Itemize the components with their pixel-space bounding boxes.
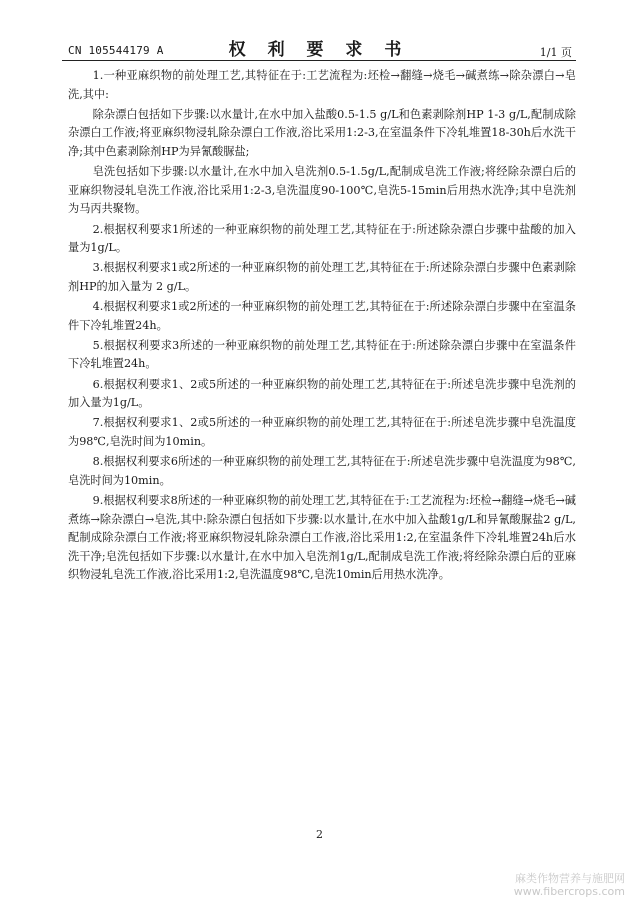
header-divider bbox=[62, 60, 576, 61]
page-number: 2 bbox=[316, 828, 323, 841]
claim-paragraph: 9.根据权利要求8所述的一种亚麻织物的前处理工艺,其特征在于:工艺流程为:坯检→翻缝→烧毛→碱煮练→除杂漂白→皂洗,其中:除杂漂白包括如下步骤:以水量计,在水中加入盐酸1g/L和异氰酸脲盐2 g/L,配制成除杂漂白工作液;将亚麻织物浸轧除杂漂白工作液,浴比采用1:2,在室温条件下冷轧堆置24h后水洗干净;皂洗包括如下步骤:以水量计,在水中加入皂洗剂1g/L,配制成皂洗工作液;将经除杂漂白后的亚麻织物浸轧皂洗工作液,浴比采用1:2,皂洗温度98℃,皂洗10min后用热水洗净。 bbox=[68, 494, 576, 582]
document-title: 权 利 要 求 书 bbox=[228, 40, 410, 60]
claim-paragraph: 2.根据权利要求1所述的一种亚麻织物的前处理工艺,其特征在于:所述除杂漂白步骤中盐酸的加入量为1g/L。 bbox=[68, 222, 576, 255]
document-number: CN 105544179 A bbox=[68, 44, 164, 57]
claim-paragraph: 皂洗包括如下步骤:以水量计,在水中加入皂洗剂0.5-1.5g/L,配制成皂洗工作液;将经除杂漂白后的亚麻织物浸轧皂洗工作液,浴比采用1:2-3,皂洗温度90-100℃,皂洗5-15min后用热水洗净;其中皂洗剂为马丙共聚物。 bbox=[68, 165, 576, 216]
claim-paragraph: 5.根据权利要求3所述的一种亚麻织物的前处理工艺,其特征在于:所述除杂漂白步骤中在室温条件下冷轧堆置24h。 bbox=[68, 338, 576, 371]
watermark-title: 麻类作物营养与施肥网 bbox=[515, 872, 625, 885]
claim-paragraph: 4.根据权利要求1或2所述的一种亚麻织物的前处理工艺,其特征在于:所述除杂漂白步骤中在室温条件下冷轧堆置24h。 bbox=[68, 300, 576, 332]
page-indicator: 1/1 页 bbox=[539, 46, 572, 59]
claims-body bbox=[68, 67, 576, 587]
claim-paragraph: 6.根据权利要求1、2或5所述的一种亚麻织物的前处理工艺,其特征在于:所述皂洗步骤中皂洗剂的加入量为1g/L。 bbox=[68, 377, 576, 410]
watermark-url: www.fibercrops.com bbox=[513, 885, 625, 898]
claim-paragraph: 7.根据权利要求1、2或5所述的一种亚麻织物的前处理工艺,其特征在于:所述皂洗步骤中皂洗温度为98℃,皂洗时间为10min。 bbox=[68, 416, 576, 449]
watermark bbox=[514, 872, 625, 898]
claim-paragraph: 8.根据权利要求6所述的一种亚麻织物的前处理工艺,其特征在于:所述皂洗步骤中皂洗温度为98℃,皂洗时间为10min。 bbox=[68, 455, 576, 487]
claim-paragraph: 1.一种亚麻织物的前处理工艺,其特征在于:工艺流程为:坯检→翻缝→烧毛→碱煮练→除杂漂白→皂洗,其中: bbox=[68, 69, 576, 101]
claim-paragraph: 除杂漂白包括如下步骤:以水量计,在水中加入盐酸0.5-1.5 g/L和色素剥除剂HP 1-3 g/L,配制成除杂漂白工作液;将亚麻织物浸轧除杂漂白工作液,浴比采用1:2-3,在室温条件下冷轧堆置18-30h后水洗干净;其中色素剥除剂HP为异氰酸脲盐; bbox=[68, 107, 576, 158]
claim-paragraph: 3.根据权利要求1或2所述的一种亚麻织物的前处理工艺,其特征在于:所述除杂漂白步骤中色素剥除剂HP的加入量为 2 g/L。 bbox=[68, 261, 576, 293]
page-header bbox=[62, 30, 576, 60]
